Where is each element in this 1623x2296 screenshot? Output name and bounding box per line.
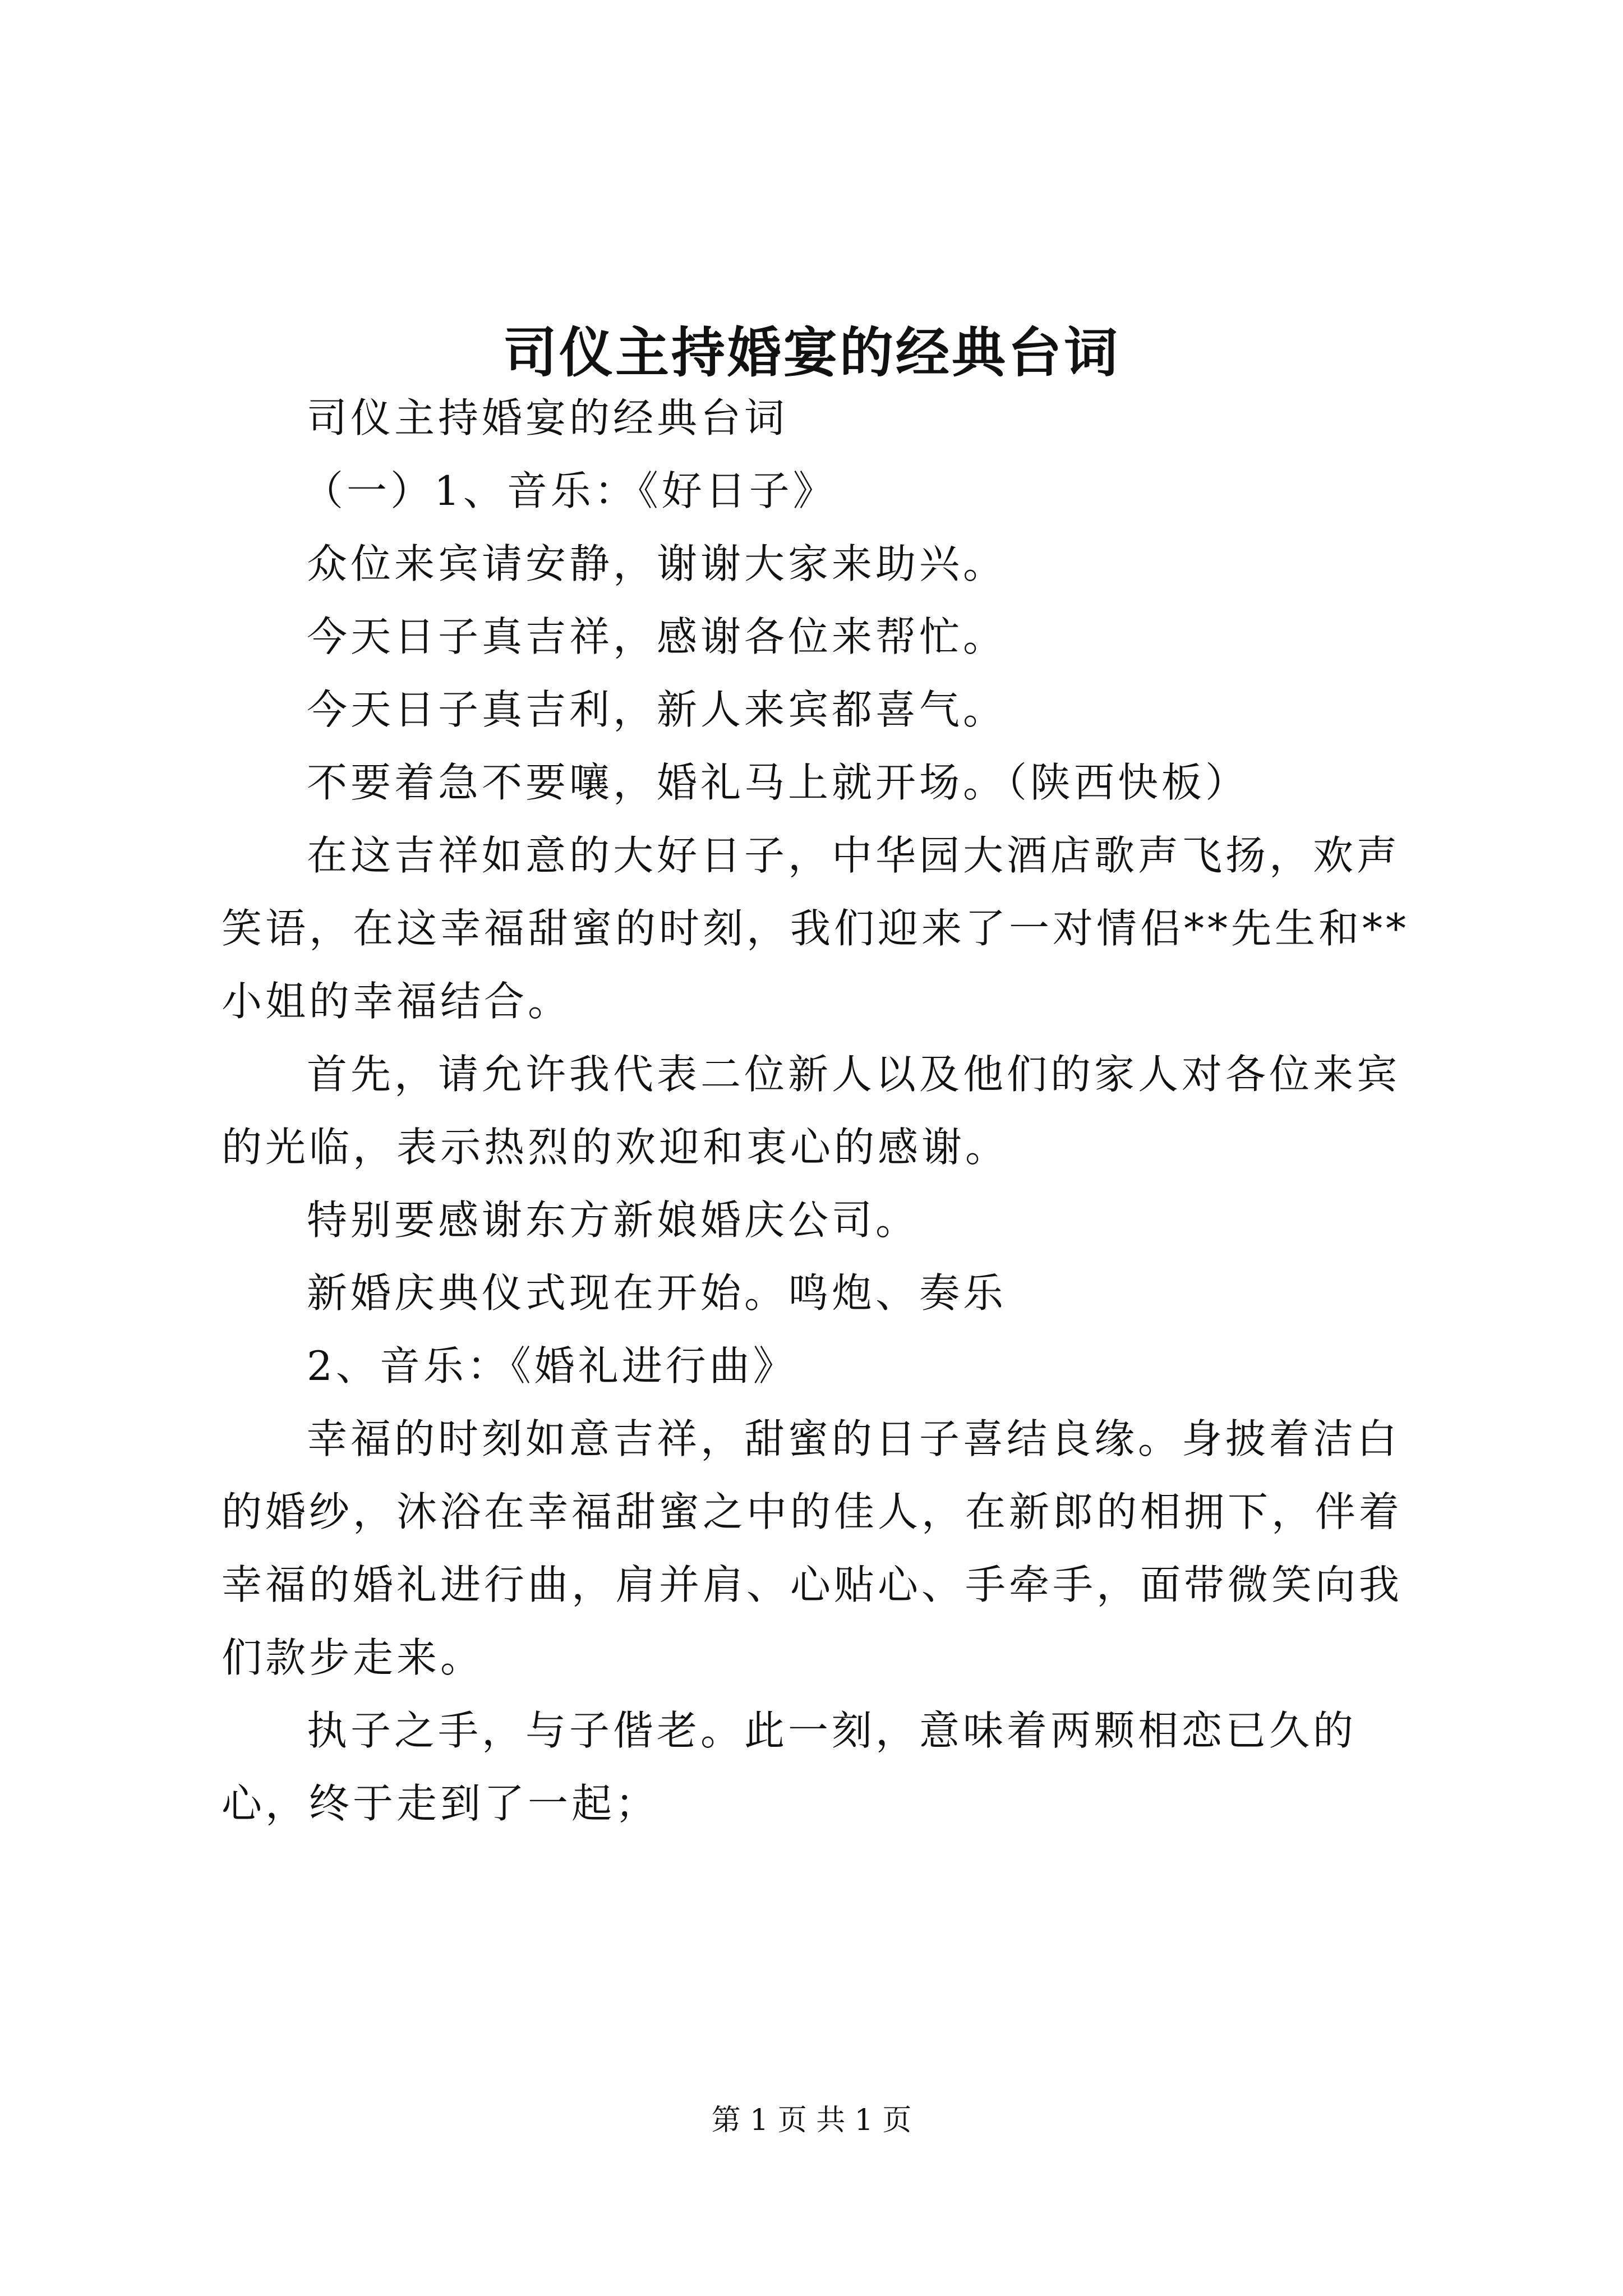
paragraph: 执子之手，与子偕老。此一刻，意味着两颗相恋已久的心，终于走到了一起； [222,1707,1357,1827]
paragraph: 众位来宾请安静，谢谢大家来助兴。 [307,540,1007,587]
paragraph: 特别要感谢东方新娘婚庆公司。 [307,1197,920,1244]
page-footer: 第 1 页 共 1 页 [711,2104,912,2137]
paragraph: 在这吉祥如意的大好日子，中华园大酒店歌声飞扬，欢声笑语，在这幸福甜蜜的时刻，我们迎来了一对情侣**先生和**小姐的幸福结合。 [222,832,1410,1025]
paragraph: 首先，请允许我代表二位新人以及他们的家人对各位来宾的光临，表示热烈的欢迎和衷心的感谢。 [222,1051,1401,1171]
paragraph: 2、音乐：《婚礼进行曲》 [307,1342,797,1389]
document-title: 司仪主持婚宴的经典台词 [503,321,1120,385]
paragraph: 不要着急不要嚷，婚礼马上就开场。（陕西快板） [307,759,1249,806]
paragraph: （一）1、音乐：《好日子》 [303,467,837,514]
paragraph: 司仪主持婚宴的经典台词 [307,394,789,441]
paragraph: 今天日子真吉利，新人来宾都喜气。 [307,686,1007,733]
paragraph: 幸福的时刻如意吉祥，甜蜜的日子喜结良缘。身披着洁白的婚纱，沐浴在幸福甜蜜之中的佳人，在新郎的相拥下，伴着幸福的婚礼进行曲，肩并肩、心贴心、手牵手，面带微笑向我们款步走来。 [222,1415,1403,1681]
paragraph: 新婚庆典仪式现在开始。鸣炮、奏乐 [307,1269,1007,1317]
paragraph: 今天日子真吉祥，感谢各位来帮忙。 [307,613,1007,660]
document-body [222,381,1422,1840]
